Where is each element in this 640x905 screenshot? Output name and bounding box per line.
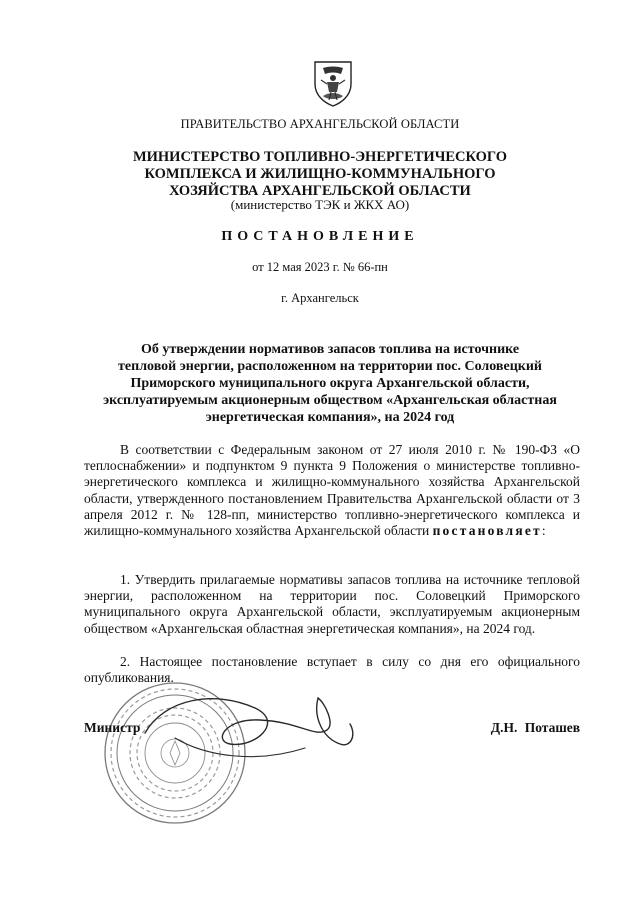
preamble-text: В соответствии с Федеральным законом от 27 июля 2010 г. № 190-ФЗ «О теплоснабжении» и подпунктом 9 пункта 9 Положения о министерстве топливно-энергетического комплекса и жилищно-коммунального хозяйства Архангельской области, утвержденного постановлением Правительства Архангельской области от 3 апреля 2012 г. № 128-пп, министерство топливно-энергетического комплекса и жилищно-коммунального хозяйства Архангельской области [84,442,580,539]
government-name: ПРАВИТЕЛЬСТВО АРХАНГЕЛЬСКОЙ ОБЛАСТИ [180,117,460,131]
ministry-line: КОМПЛЕКСА И ЖИЛИЩНО-КОММУНАЛЬНОГО [144,166,496,182]
coat-of-arms-icon [311,58,355,108]
decree-colon: : [541,523,546,539]
handwritten-signature-icon [135,678,365,788]
item-1-paragraph: 1. Утвердить прилагаемые нормативы запасов топлива на источнике тепловой энергии, расположенном на территории пос. Соловецкий Приморского муниципального округа Архангельской области, эксплуатируемым акционерным обществом «Архангельская областная энергетическая компания», на 2024 год. [84,572,580,636]
ministry-name [0,149,640,200]
preamble-paragraph [84,442,580,539]
signatory-role: Министр [84,720,141,735]
ministry-line: ХОЗЯЙСТВА АРХАНГЕЛЬСКОЙ ОБЛАСТИ [169,183,471,199]
title-line: тепловой энергии, расположенном на территории пос. Соловецкий [118,359,542,374]
title-line: Приморского муниципального округа Архангельской области, [130,376,530,391]
ministry-short-name: (министерство ТЭК и ЖКХ АО) [230,197,410,212]
document-title [82,341,578,426]
signatory-name: Д.Н. Поташев [490,720,580,735]
item-2-paragraph: 2. Настоящее постановление вступает в силу со дня его официального опубликования. [84,654,580,686]
document-date-number: от 12 мая 2023 г. № 66-пн [252,260,388,274]
ministry-line: МИНИСТЕРСТВО ТОПЛИВНО-ЭНЕРГЕТИЧЕСКОГО [132,149,508,165]
title-line: эксплуатируемым акционерным обществом «Архангельская областная [103,393,557,408]
decree-word: постановляет [432,523,542,539]
title-line: энергетическая компания», на 2024 год [205,410,455,425]
document-city: г. Архангельск [281,291,359,305]
title-line: Об утверждении нормативов запасов топлива на источнике [140,342,520,357]
document-type: ПОСТАНОВЛЕНИЕ [221,229,419,244]
